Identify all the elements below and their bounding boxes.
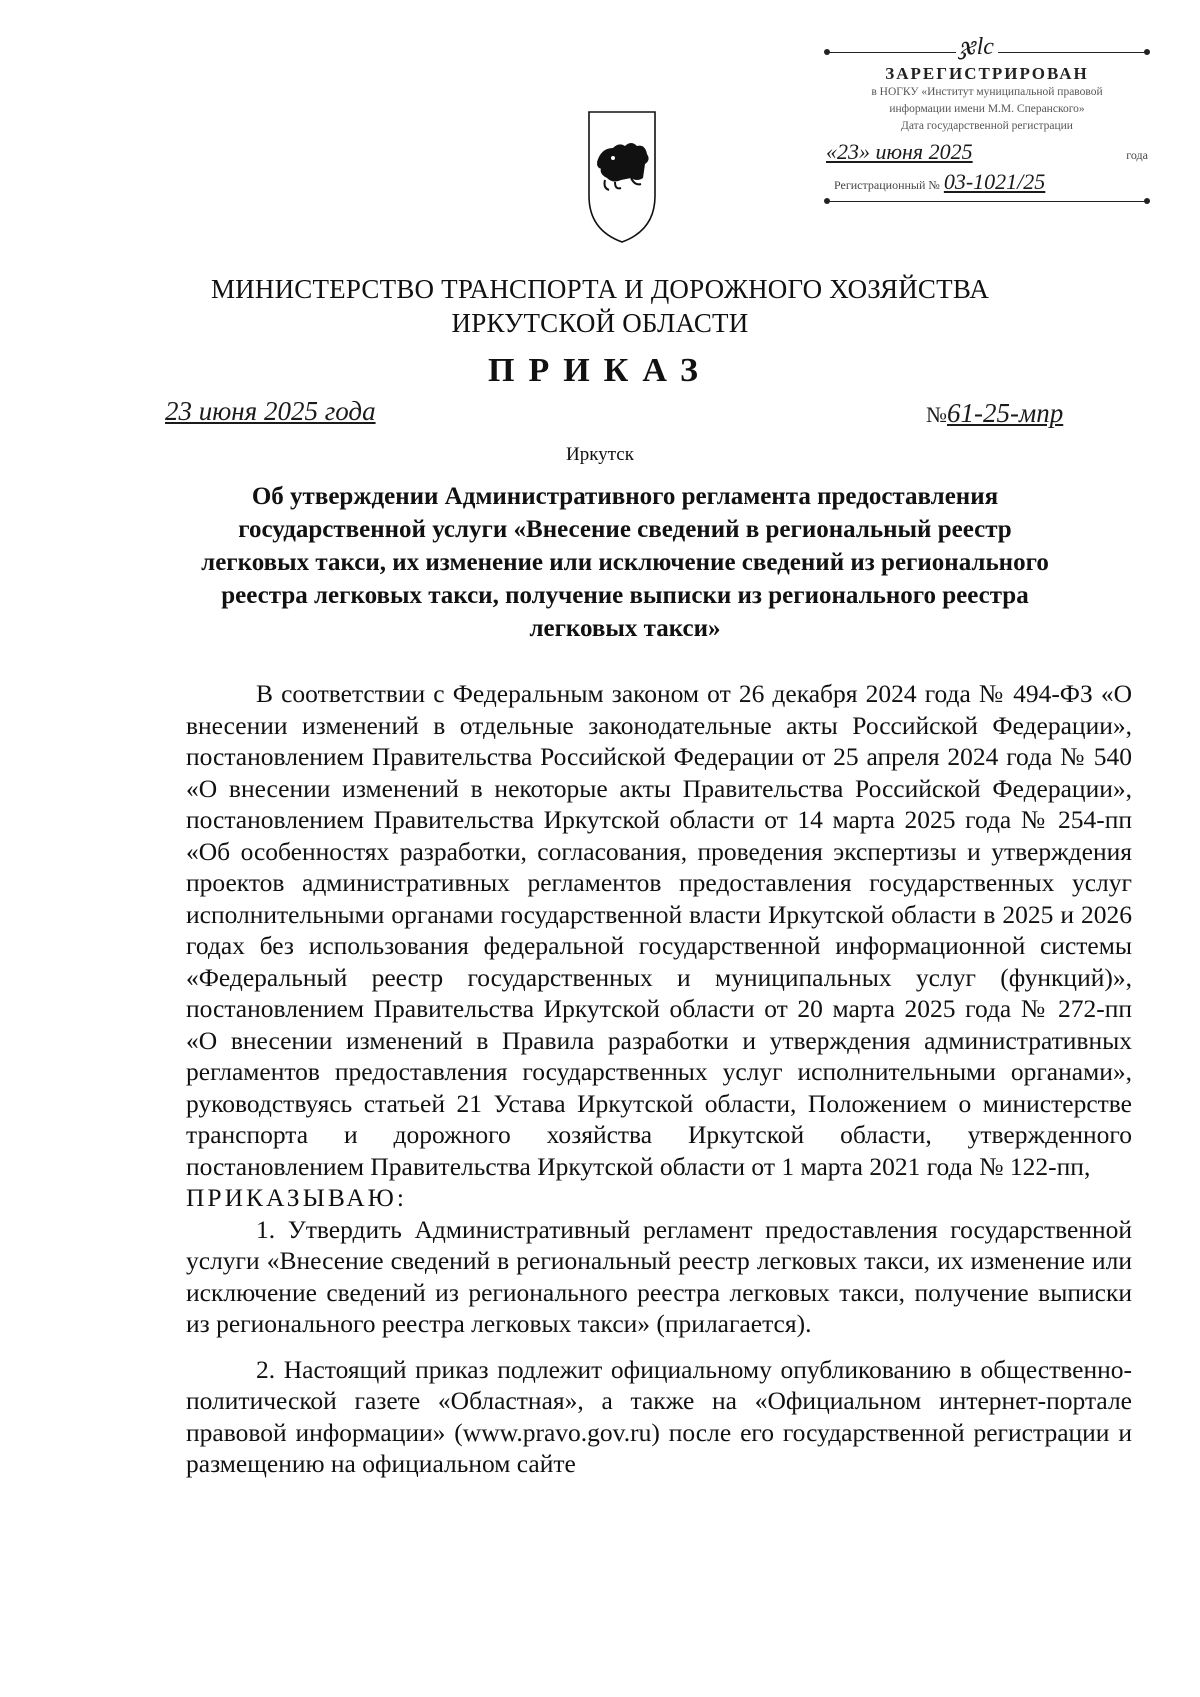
stamp-title: ЗАРЕГИСТРИРОВАН — [885, 64, 1089, 83]
stamp-reg-number-handwritten: 03-1021/25 — [943, 169, 1046, 194]
stamp-reg-label: Регистрационный № — [834, 178, 940, 192]
ministry-name — [130, 272, 1070, 340]
order-number-handwritten: 61-25-мпр — [947, 398, 1064, 428]
stamp-date-handwritten: «23» июня 2025 — [826, 139, 973, 164]
decree-word: ПРИКАЗЫВАЮ: — [186, 1183, 407, 1212]
stamp-institution-line1: в НОГКУ «Институт муниципальной правовой — [871, 86, 1103, 98]
order-number — [926, 398, 1063, 429]
order-number-prefix: № — [926, 402, 947, 427]
stamp-reg-row — [826, 169, 1148, 195]
item-2-paragraph: 2. Настоящий приказ подлежит официальному опубликованию в общественно-политической газете «Областная», а также на «Официальном интернет-портале правовой информации» (www.pravo.gov.ru) после его государственной регистрации и размещению на официальном сайте — [186, 1354, 1132, 1478]
item-1-paragraph: 1. Утвердить Административный регламент предоставления государственной услуги «Внесение сведений в региональный реестр легковых такси, их изменение или исключение сведений из регионального реестра легковых такси, получение выписки из регионального реестра легковых такси» (прилагается). — [186, 1214, 1132, 1338]
order-subject: Об утверждении Административного регламента предоставления государственной услуги «Внесение сведений в региональный реестр легковых такси, их изменение или исключение сведений из регионального реестра легковых такси, получение выписки из регионального реестра легковых такси» — [201, 483, 1049, 642]
stamp-date-row — [826, 139, 1148, 165]
stamp-bottom-line — [826, 195, 1148, 209]
city: Иркутск — [566, 444, 634, 465]
stamp-year-word: года — [1126, 148, 1148, 162]
order-body — [186, 678, 1132, 1480]
stamp-date-label: Дата государственной регистрации — [901, 120, 1073, 132]
order-title: ПРИКАЗ — [488, 352, 712, 389]
ministry-name-line2: ИРКУТСКОЙ ОБЛАСТИ — [451, 308, 749, 338]
order-date-handwritten: 23 июня 2025 года — [165, 396, 376, 426]
registration-stamp — [826, 34, 1148, 209]
preamble-paragraph: В соответствии с Федеральным законом от 26 декабря 2024 года № 494-ФЗ «О внесении изменений в отдельные законодательные акты Российской Федерации», постановлением Правительства Российской Федерации от 25 апреля 2024 года № 540 «О внесении изменений в некоторые акты Правительства Российской Федерации», постановлением Правительства Иркутской области от 14 марта 2025 года № 254-пп «Об особенностях разработки, согласования, проведения экспертизы и утверждения проектов административных регламентов предоставления государственных услуг исполнительными органами государственной власти Иркутской области в 2025 и 2026 годах без использования федеральной государственной информационной системы «Федеральный реестр государственных и муниципальных услуг (функций)», постановлением Правительства Иркутской области от 20 марта 2025 года № 272-пп «О внесении изменений в Правила разработки и утверждения административных регламентов предоставления государственных услуг исполнительными органами», руководствуясь статьей 21 Устава Иркутской области, Положением о министерстве транспорта и дорожного хозяйства Иркутской области, утвержденного постановлением Правительства Иркутской области от 1 марта 2021 года № 122-пп, — [186, 679, 1132, 1181]
ministry-name-line1: МИНИСТЕРСТВО ТРАНСПОРТА И ДОРОЖНОГО ХОЗЯЙСТВА — [210, 274, 990, 304]
coat-of-arms-icon — [585, 108, 659, 246]
stamp-institution-line2: информации имени М.М. Сперанского» — [889, 103, 1085, 115]
stamp-signature: ჯlc — [956, 32, 998, 61]
stamp-signature-line — [826, 34, 1148, 60]
